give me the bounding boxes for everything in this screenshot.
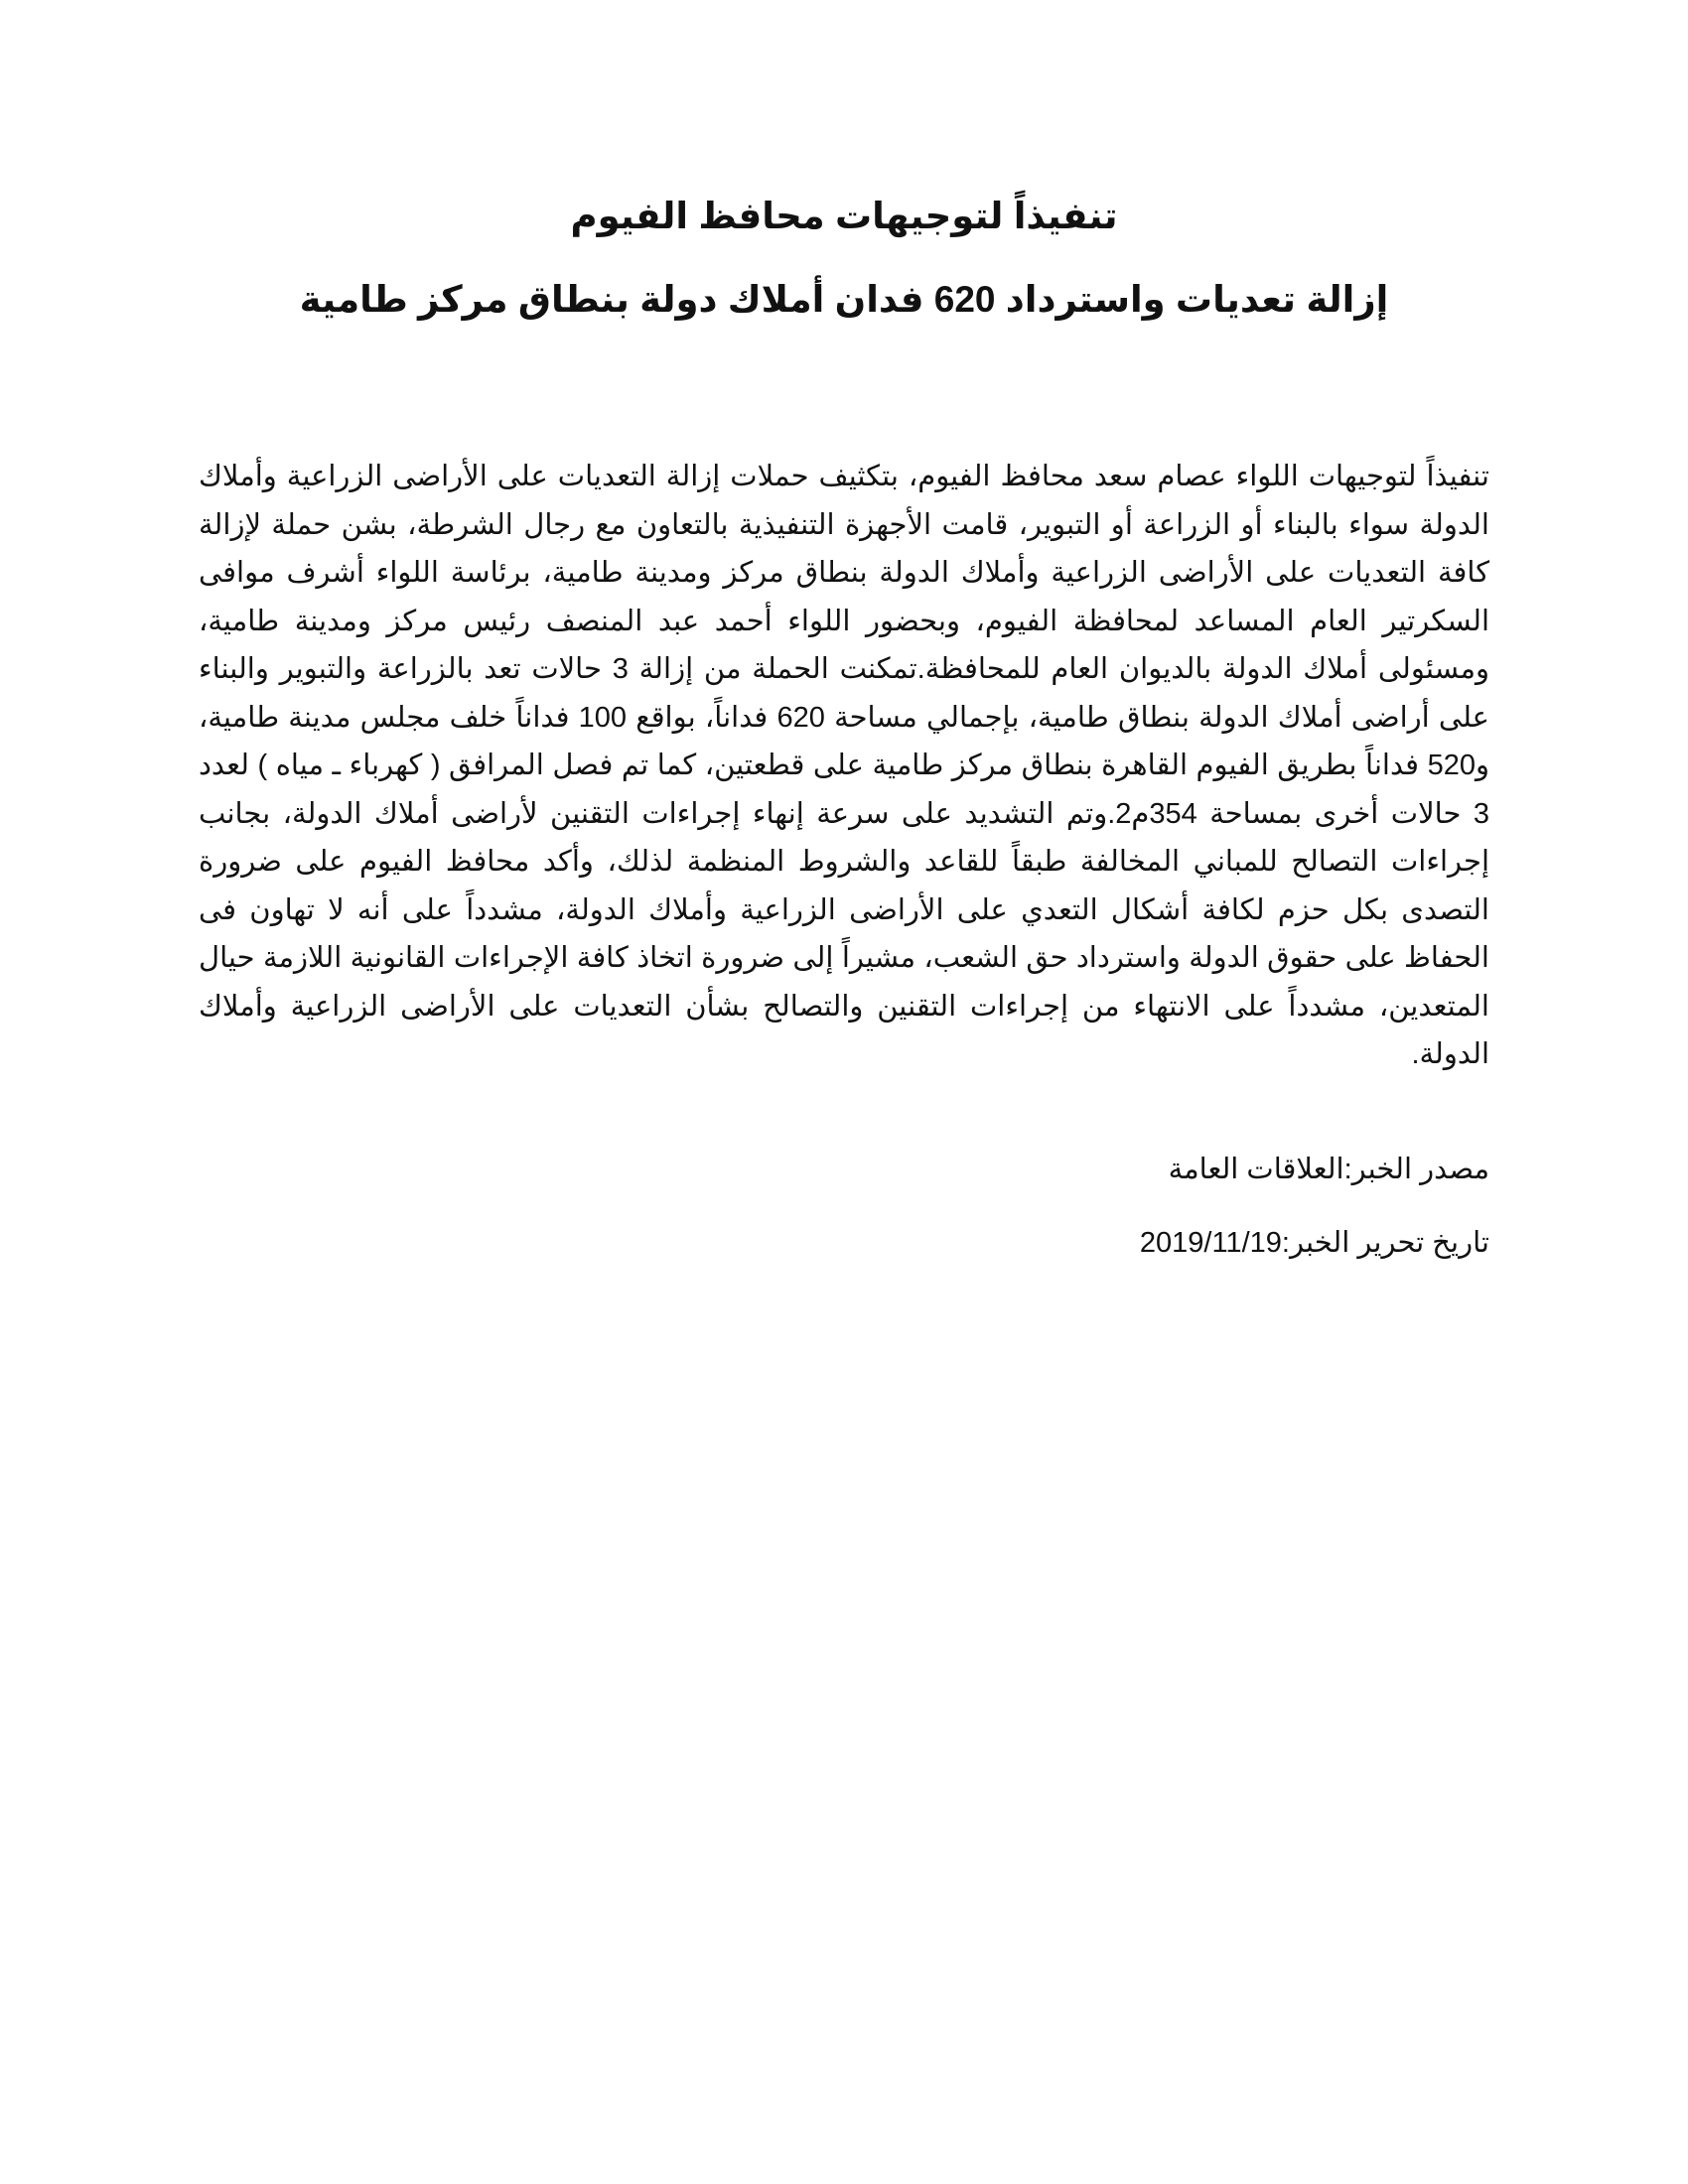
page-title: تنفيذاً لتوجيهات محافظ الفيوم: [570, 196, 1118, 236]
news-source: مصدر الخبر:العلاقات العامة: [1168, 1154, 1489, 1185]
title-block: [199, 195, 1489, 322]
news-date: تاريخ تحرير الخبر:2019/11/19: [1139, 1227, 1489, 1259]
page-subtitle: إزالة تعديات واسترداد 620 فدان أملاك دولة بنطاق مركز طامية: [299, 279, 1389, 320]
article-body: تنفيذاً لتوجيهات اللواء عصام سعد محافظ الفيوم، بتكثيف حملات إزالة التعديات على الأراضى الزراعية وأملاك الدولة سواء بالبناء أو الزراعة أو التبوير، قامت الأجهزة التنفيذية بالتعاون مع رجال الشرطة، بشن حملة لإزالة كافة التعديات على الأراضى الزراعية وأملاك الدولة بنطاق مركز ومدينة طامية، برئاسة اللواء أشرف موافى السكرتير العام المساعد لمحافظة الفيوم، وبحضور اللواء أحمد عبد المنصف رئيس مركز ومدينة طامية، ومسئولى أملاك الدولة بالديوان العام للمحافظة.تمكنت الحملة من إزالة 3 حالات تعد بالزراعة والتبوير والبناء على أراضى أملاك الدولة بنطاق طامية، بإجمالي مساحة 620 فداناً، بواقع 100 فداناً خلف مجلس مدينة طامية، و520 فداناً بطريق الفيوم القاهرة بنطاق مركز طامية على قطعتين، كما تم فصل المرافق ( كهرباء ـ مياه ) لعدد 3 حالات أخرى بمساحة 354م2.وتم التشديد على سرعة إنهاء إجراءات التقنين لأراضى أملاك الدولة، بجانب إجراءات التصالح للمباني المخالفة طبقاً للقاعد والشروط المنظمة لذلك، وأكد محافظ الفيوم على ضرورة التصدى بكل حزم لكافة أشكال التعدي على الأراضى الزراعية وأملاك الدولة، مشدداً على أنه لا تهاون فى الحفاظ على حقوق الدولة واسترداد حق الشعب، مشيراً إلى ضرورة اتخاذ كافة الإجراءات القانونية اللازمة حيال المتعدين، مشدداً على الانتهاء من إجراءات التقنين والتصالح بشأن التعديات على الأراضى الزراعية وأملاك الدولة.: [199, 461, 1489, 1070]
